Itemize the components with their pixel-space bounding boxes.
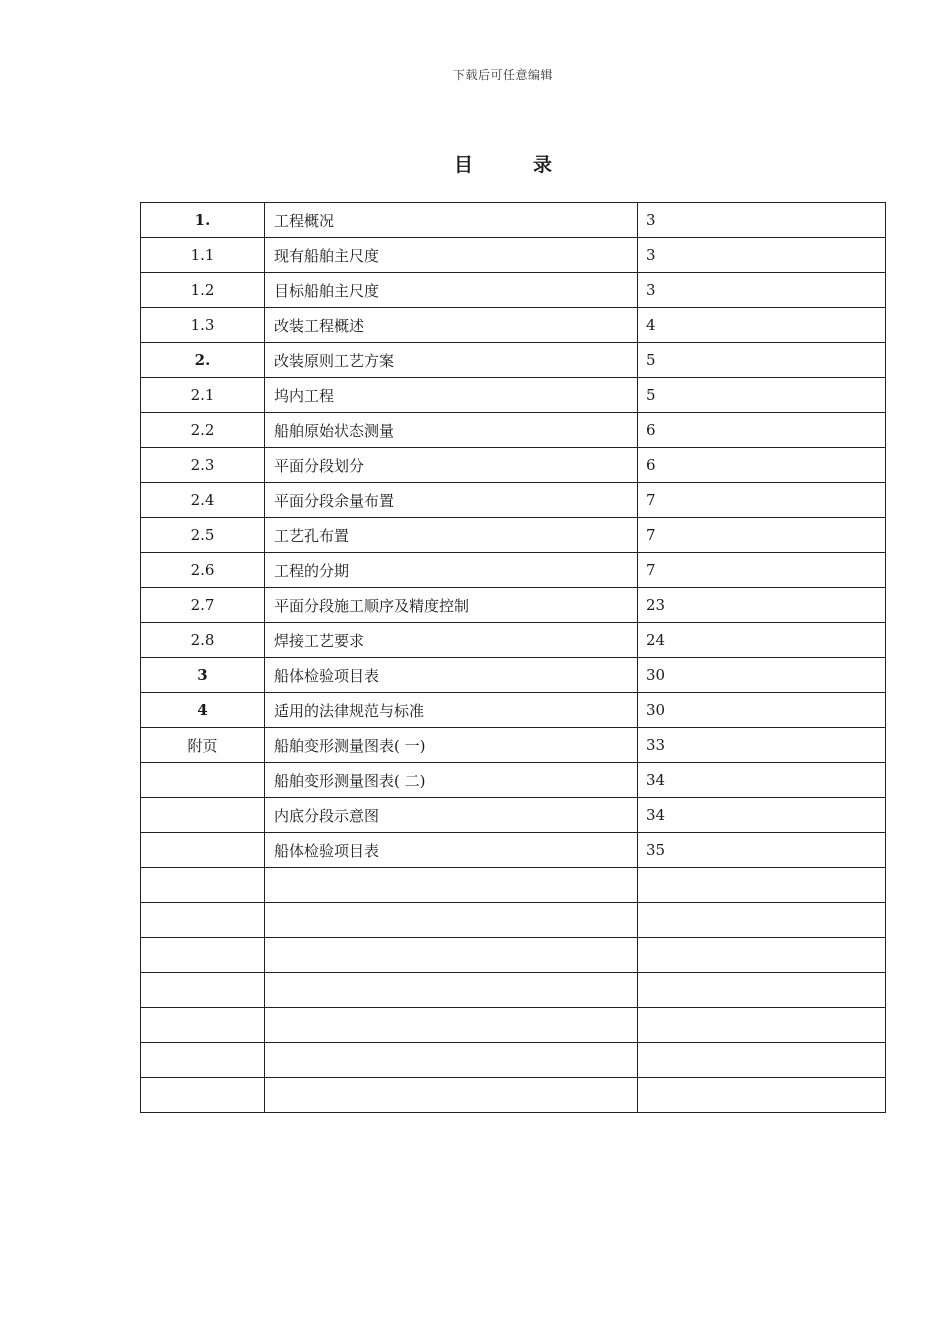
toc-section-number — [141, 763, 265, 798]
toc-row — [141, 973, 886, 1008]
toc-section-title — [265, 1008, 638, 1043]
toc-section-title: 坞内工程 — [265, 378, 638, 413]
toc-page-number — [638, 1043, 886, 1078]
toc-section-title: 船舶变形测量图表( 二) — [265, 763, 638, 798]
toc-row — [141, 553, 886, 588]
toc-section-number — [141, 1043, 265, 1078]
toc-page-number: 6 — [638, 413, 886, 448]
toc-section-number: 2.8 — [141, 623, 265, 658]
toc-section-title: 工艺孔布置 — [265, 518, 638, 553]
toc-section-number: 1.2 — [141, 273, 265, 308]
toc-page-number: 24 — [638, 623, 886, 658]
toc-section-title: 船体检验项目表 — [265, 658, 638, 693]
toc-section-title: 船体检验项目表 — [265, 833, 638, 868]
toc-page-number: 4 — [638, 308, 886, 343]
toc-table — [140, 202, 886, 1113]
toc-page-number: 34 — [638, 763, 886, 798]
page-header-note: 下载后可任意编辑 — [452, 68, 553, 82]
toc-row — [141, 1008, 886, 1043]
toc-page-number: 33 — [638, 728, 886, 763]
toc-section-number: 1.3 — [141, 308, 265, 343]
toc-section-title: 平面分段施工顺序及精度控制 — [265, 588, 638, 623]
toc-page-number: 5 — [638, 378, 886, 413]
toc-section-title: 现有船舶主尺度 — [265, 238, 638, 273]
toc-page-number: 6 — [638, 448, 886, 483]
toc-section-number: 2.2 — [141, 413, 265, 448]
toc-section-title: 工程概况 — [265, 203, 638, 238]
toc-section-number: 附页 — [141, 728, 265, 763]
toc-page-number — [638, 903, 886, 938]
toc-section-number — [141, 833, 265, 868]
toc-section-number — [141, 1078, 265, 1113]
toc-section-number — [141, 903, 265, 938]
toc-section-title: 改装原则工艺方案 — [265, 343, 638, 378]
toc-section-title — [265, 938, 638, 973]
toc-section-title — [265, 1078, 638, 1113]
toc-row — [141, 763, 886, 798]
toc-row — [141, 378, 886, 413]
toc-page-number: 5 — [638, 343, 886, 378]
toc-row — [141, 413, 886, 448]
toc-section-number — [141, 1008, 265, 1043]
toc-page-number — [638, 938, 886, 973]
toc-section-title: 适用的法律规范与标准 — [265, 693, 638, 728]
toc-section-number: 2.3 — [141, 448, 265, 483]
toc-page-number: 30 — [638, 693, 886, 728]
toc-row — [141, 693, 886, 728]
toc-section-title: 内底分段示意图 — [265, 798, 638, 833]
toc-section-title: 船舶变形测量图表( 一) — [265, 728, 638, 763]
toc-section-title: 工程的分期 — [265, 553, 638, 588]
toc-page-number — [638, 1078, 886, 1113]
toc-section-title: 平面分段划分 — [265, 448, 638, 483]
toc-row — [141, 728, 886, 763]
toc-section-title: 船舶原始状态测量 — [265, 413, 638, 448]
toc-section-title: 焊接工艺要求 — [265, 623, 638, 658]
toc-section-title: 平面分段余量布置 — [265, 483, 638, 518]
toc-row — [141, 658, 886, 693]
toc-page-number — [638, 973, 886, 1008]
toc-section-number: 2.6 — [141, 553, 265, 588]
toc-section-number — [141, 868, 265, 903]
toc-section-number — [141, 973, 265, 1008]
toc-page-number: 34 — [638, 798, 886, 833]
toc-row — [141, 238, 886, 273]
toc-page-number: 7 — [638, 483, 886, 518]
toc-section-number: 4 — [141, 693, 265, 728]
toc-row — [141, 588, 886, 623]
toc-row — [141, 308, 886, 343]
toc-page-number: 3 — [638, 238, 886, 273]
toc-section-title — [265, 868, 638, 903]
toc-page-number: 30 — [638, 658, 886, 693]
toc-section-title — [265, 1043, 638, 1078]
toc-page-number — [638, 1008, 886, 1043]
toc-page-number: 7 — [638, 553, 886, 588]
toc-section-title: 目标船舶主尺度 — [265, 273, 638, 308]
toc-page-number: 7 — [638, 518, 886, 553]
toc-section-number: 2.1 — [141, 378, 265, 413]
toc-section-number — [141, 798, 265, 833]
toc-section-number: 2. — [141, 343, 265, 378]
toc-row — [141, 273, 886, 308]
toc-page-number: 35 — [638, 833, 886, 868]
toc-row — [141, 1043, 886, 1078]
toc-section-number: 2.5 — [141, 518, 265, 553]
toc-row — [141, 343, 886, 378]
toc-section-number — [141, 938, 265, 973]
toc-row — [141, 518, 886, 553]
toc-row — [141, 833, 886, 868]
toc-section-number: 1. — [141, 203, 265, 238]
toc-row — [141, 798, 886, 833]
toc-row — [141, 448, 886, 483]
toc-section-title — [265, 973, 638, 1008]
toc-section-title: 改装工程概述 — [265, 308, 638, 343]
toc-row — [141, 938, 886, 973]
toc-row — [141, 483, 886, 518]
toc-row — [141, 203, 886, 238]
toc-row — [141, 903, 886, 938]
toc-row — [141, 623, 886, 658]
toc-page-number: 3 — [638, 273, 886, 308]
toc-section-number: 1.1 — [141, 238, 265, 273]
toc-page-number: 23 — [638, 588, 886, 623]
toc-section-number: 2.7 — [141, 588, 265, 623]
toc-section-number: 3 — [141, 658, 265, 693]
toc-page-number — [638, 868, 886, 903]
toc-title: 目录 — [453, 154, 612, 176]
toc-section-title — [265, 903, 638, 938]
toc-table-body — [141, 203, 886, 1113]
toc-section-number: 2.4 — [141, 483, 265, 518]
toc-row — [141, 1078, 886, 1113]
toc-page-number: 3 — [638, 203, 886, 238]
toc-row — [141, 868, 886, 903]
